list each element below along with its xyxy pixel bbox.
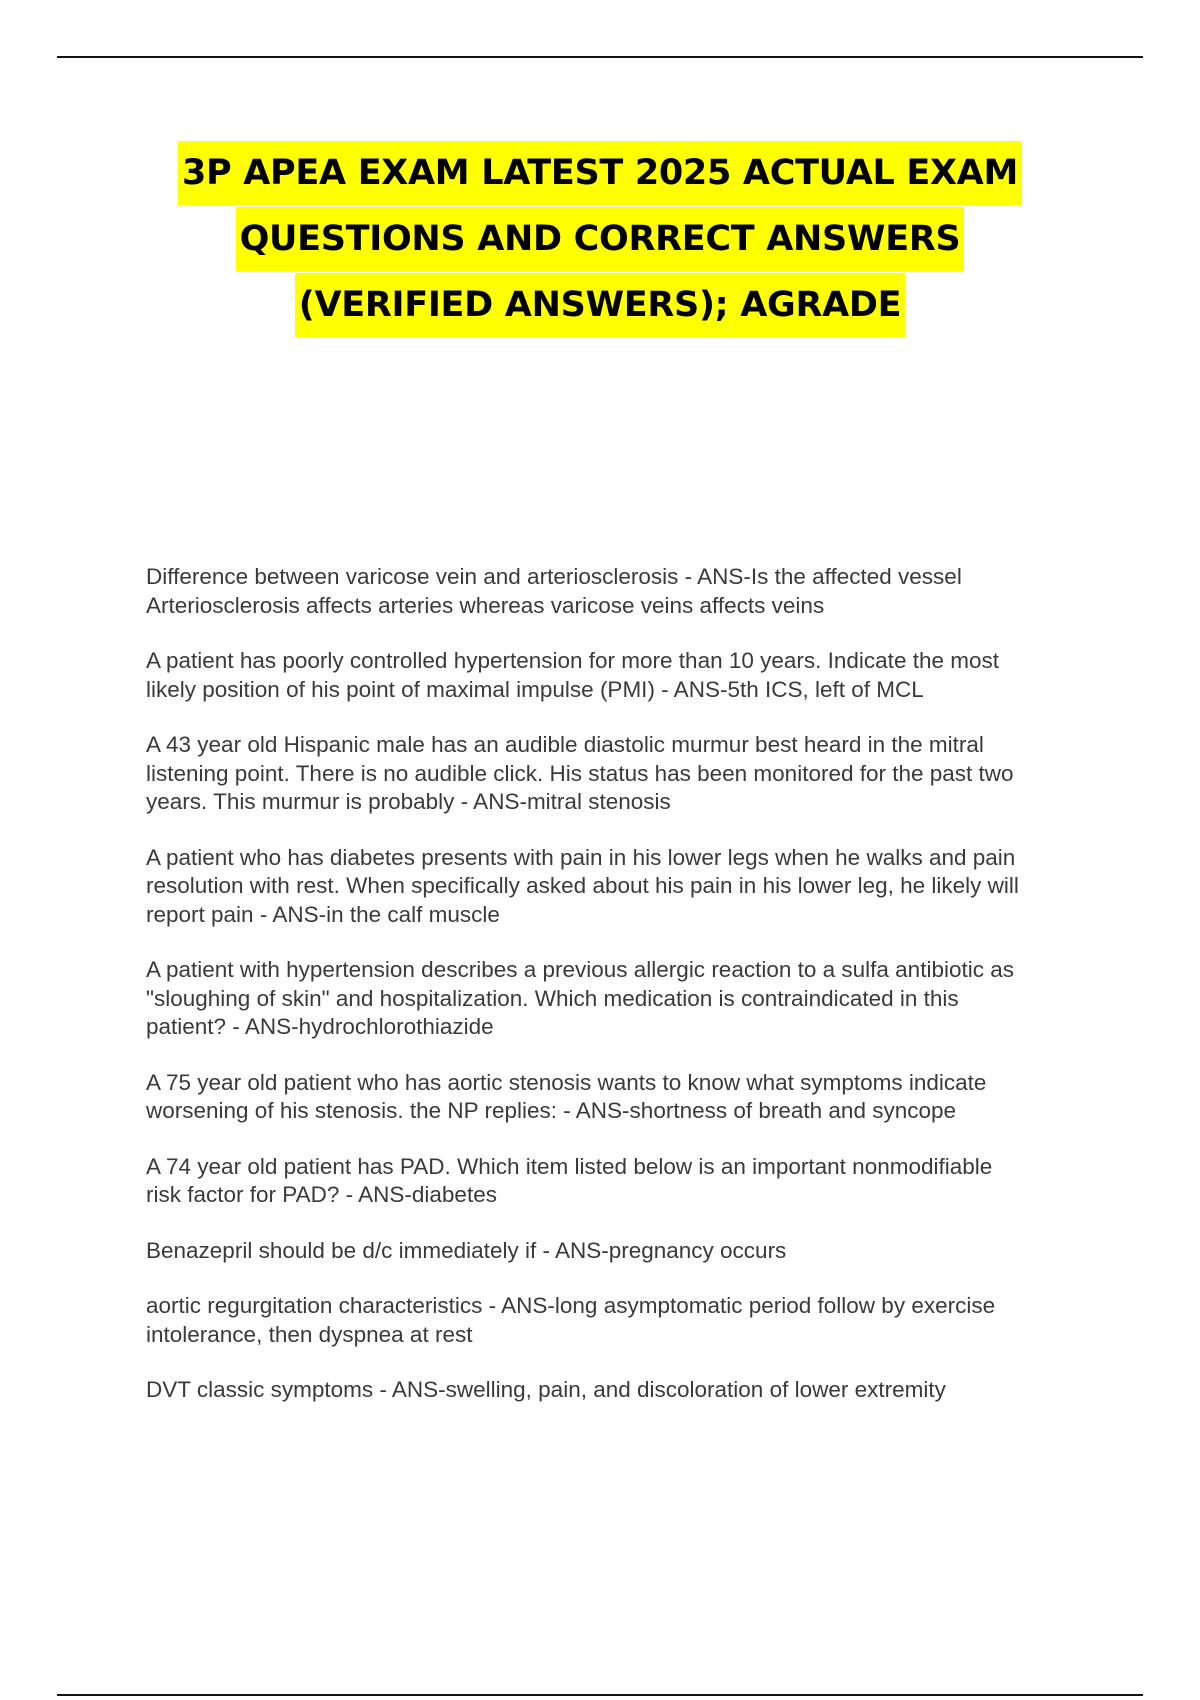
qa-item-8 (146, 1237, 1096, 1266)
qa-line: A patient has poorly controlled hypertension for more than 10 years. Indicate the most (146, 648, 999, 673)
qa-line: Difference between varicose vein and arteriosclerosis - ANS-Is the affected vessel (146, 564, 962, 589)
top-divider (57, 56, 1143, 58)
qa-line: A 75 year old patient who has aortic stenosis wants to know what symptoms indicate (146, 1069, 987, 1095)
qa-item-10 (146, 1376, 1096, 1405)
qa-item-3 (146, 731, 1096, 817)
qa-line: A patient who has diabetes presents with pain in his lower legs when he walks and pain (146, 844, 1016, 870)
title-line-1: 3P APEA EXAM LATEST 2025 ACTUAL EXAM (178, 141, 1022, 205)
qa-line: aortic regurgitation characteristics - ANS-long asymptomatic period follow by exercise (146, 1293, 996, 1318)
qa-line: intolerance, then dyspnea at rest (146, 1321, 473, 1347)
qa-item-7 (146, 1153, 1096, 1210)
bottom-divider (57, 1694, 1143, 1696)
qa-item-9 (146, 1292, 1096, 1349)
qa-line: listening point. There is no audible click. His status has been monitored for the past two (146, 760, 1014, 786)
qa-line: resolution with rest. When specifically asked about his pain in his lower leg, he likely will (146, 873, 1019, 898)
qa-line: A 43 year old Hispanic male has an audible diastolic murmur best heard in the mitral (146, 732, 984, 757)
qa-line: "sloughing of skin" and hospitalization. Which medication is contraindicated in this (146, 985, 959, 1011)
qa-line: Benazepril should be d/c immediately if - ANS-pregnancy occurs (146, 1237, 787, 1263)
qa-line: years. This murmur is probably - ANS-mitral stenosis (146, 789, 671, 814)
title-line-2: QUESTIONS AND CORRECT ANSWERS (236, 207, 965, 271)
qa-item-6 (146, 1069, 1096, 1126)
qa-item-1 (146, 563, 1096, 620)
qa-item-5 (146, 956, 1096, 1042)
qa-line: report pain - ANS-in the calf muscle (146, 901, 500, 927)
qa-line: likely position of his point of maximal impulse (PMI) - ANS-5th ICS, left of MCL (146, 676, 924, 702)
qa-line: Arteriosclerosis affects arteries whereas varicose veins affects veins (146, 592, 825, 618)
question-answer-list (146, 563, 1096, 1432)
qa-line: patient? - ANS-hydrochlorothiazide (146, 1014, 494, 1039)
qa-item-2 (146, 647, 1096, 704)
qa-line: worsening of his stenosis. the NP replies: - ANS-shortness of breath and syncope (146, 1098, 957, 1123)
qa-line: A patient with hypertension describes a previous allergic reaction to a sulfa antibiotic as (146, 957, 1014, 982)
document-title (60, 140, 1140, 338)
title-line-3: (VERIFIED ANSWERS); AGRADE (295, 273, 906, 337)
qa-item-4 (146, 844, 1096, 930)
qa-line: A 74 year old patient has PAD. Which item listed below is an important nonmodifiable (146, 1153, 993, 1179)
qa-line: risk factor for PAD? - ANS-diabetes (146, 1182, 497, 1207)
qa-line: DVT classic symptoms - ANS-swelling, pain, and discoloration of lower extremity (146, 1377, 946, 1402)
